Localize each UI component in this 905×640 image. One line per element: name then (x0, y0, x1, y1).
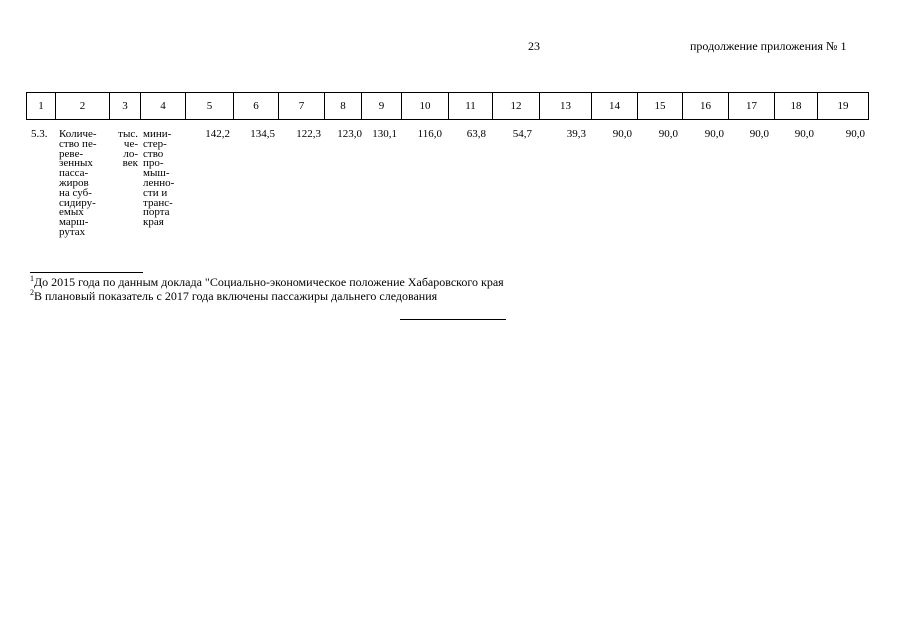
value-col-13: 39,3 (566, 128, 586, 140)
footnote-text: В плановый показатель с 2017 года включены пассажиры дальнего следования (34, 289, 438, 303)
responsible-line: мыш- (143, 167, 170, 180)
unit-line: тыс. (118, 128, 138, 140)
value-col-7: 122,3 (296, 128, 321, 140)
column-number: 12 (493, 93, 540, 120)
value-col-18: 90,0 (794, 128, 814, 140)
responsible-line: края (143, 216, 164, 229)
value-col-16: 90,0 (704, 128, 724, 140)
unit-line: ло- (123, 147, 138, 160)
value-col-15: 90,0 (658, 128, 678, 140)
unit-line: век (122, 157, 138, 170)
indicator-line: жиров (59, 176, 89, 189)
footnote-2 (30, 289, 437, 304)
column-number-header (26, 92, 869, 120)
value-col-12: 54,7 (512, 128, 532, 140)
responsible-line: транс- (143, 196, 173, 209)
indicator-line: сидиру- (59, 196, 96, 209)
responsible-line: мини- (143, 128, 172, 140)
indicator-line: Количе- (59, 128, 97, 140)
value-col-17: 90,0 (749, 128, 769, 140)
column-number: 13 (540, 93, 592, 120)
column-number: 1 (27, 93, 56, 120)
value-col-11: 63,8 (466, 128, 486, 140)
responsible-line: сти и (143, 186, 168, 199)
column-number: 14 (592, 93, 638, 120)
column-number: 5 (186, 93, 234, 120)
indicator-line: емых (59, 206, 84, 219)
column-number: 7 (279, 93, 325, 120)
value-col-6: 134,5 (250, 128, 275, 140)
value-col-8: 123,0 (337, 128, 362, 140)
column-number: 10 (402, 93, 449, 120)
value-col-19: 90,0 (845, 128, 865, 140)
column-number: 18 (775, 93, 818, 120)
end-of-section-rule (400, 319, 506, 320)
column-number: 19 (818, 93, 869, 120)
footnote-mark: 2 (30, 288, 34, 297)
unit-of-measure (114, 130, 138, 169)
column-number: 4 (141, 93, 186, 120)
value-col-9: 130,1 (372, 128, 397, 140)
column-number: 3 (110, 93, 141, 120)
column-number: 6 (234, 93, 279, 120)
column-number: 11 (449, 93, 493, 120)
value-col-5: 142,2 (205, 128, 230, 140)
footnote-separator (30, 272, 143, 273)
responsible-line: леннo- (143, 176, 175, 189)
footnote-text: До 2015 года по данным доклада "Социально-экономическое положение Хабаровского края (34, 275, 504, 289)
indicator-line: марш- (59, 216, 89, 229)
appendix-continuation-note: продолжение приложения № 1 (690, 39, 847, 53)
page-number: 23 (528, 39, 540, 53)
footnote-1 (30, 275, 504, 290)
indicator-line: ревe- (59, 147, 84, 160)
column-number: 2 (56, 93, 110, 120)
indicator-line: зенных (59, 157, 93, 170)
responsible-line: ство (143, 147, 164, 160)
value-col-10: 116,0 (417, 128, 442, 140)
responsible-executor (143, 130, 174, 228)
indicator-line: рутах (59, 225, 86, 238)
indicator-line: ство пе- (59, 137, 97, 150)
responsible-line: про- (143, 157, 164, 170)
responsible-line: стер- (143, 137, 167, 150)
column-number: 16 (683, 93, 729, 120)
unit-line: че- (123, 137, 138, 150)
column-number: 9 (362, 93, 402, 120)
column-number: 17 (729, 93, 775, 120)
indicator-line: пасса- (59, 167, 89, 180)
indicator-line: на суб- (59, 186, 92, 199)
indicator-name (59, 130, 97, 238)
column-number: 15 (638, 93, 683, 120)
column-number: 8 (325, 93, 362, 120)
row-code: 5.3. (31, 128, 48, 140)
footnote-mark: 1 (30, 274, 34, 283)
responsible-line: порта (143, 206, 170, 219)
value-col-14: 90,0 (612, 128, 632, 140)
